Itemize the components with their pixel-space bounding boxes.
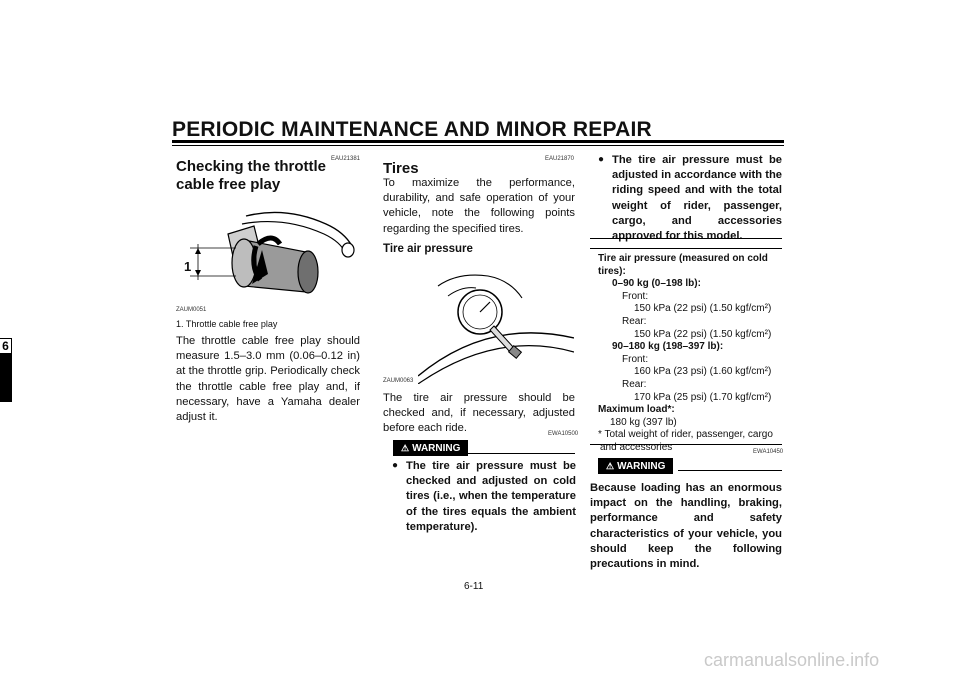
bullet-icon: ● xyxy=(598,154,605,165)
section-heading-throttle: Checking the throttle cable free play xyxy=(176,158,327,193)
header-rule xyxy=(172,140,784,143)
warning-triangle-icon: ⚠ xyxy=(401,443,410,453)
spec-title: Tire air pressure (measured on cold tires): xyxy=(598,253,768,277)
section-code: EAU21381 xyxy=(331,156,361,162)
page-number: 6-11 xyxy=(464,581,484,592)
warning-badge-right xyxy=(598,456,673,474)
spec-front-value-2: 160 kPa (23 psi) (1.60 kgf/cm²) xyxy=(634,366,772,378)
figure-callout-1: 1 xyxy=(184,259,192,274)
pressure-bullet-text: The tire air pressure must be adjusted in accordance with the riding speed and with the total weight of rider, passenger, cargo, and accessories approved for this model. xyxy=(612,154,782,243)
spec-max-load-label: Maximum load*: xyxy=(598,404,675,416)
warning-rule xyxy=(468,453,575,454)
section-code-tires: EAU21870 xyxy=(545,156,575,162)
throttle-body-text: The throttle cable free play should measure 1.5–3.0 mm (0.06–0.12 in) at the throttle grip. Periodically check the throttle cable free play and, if necessary, have a Yamaha dealer adjust it. xyxy=(176,335,360,424)
warning-code-right: EWA10450 xyxy=(753,449,784,455)
section-heading-tires: Tires xyxy=(383,160,419,177)
warning-bullet-text: The tire air pressure must be checked and adjusted on cold tires (i.e., when the temperature of the tires equals the ambient temperature). xyxy=(406,460,576,533)
figure-caption: 1. Throttle cable free play xyxy=(176,319,278,329)
figure-code-tires: ZAUM0063 xyxy=(383,378,414,384)
tires-intro-text: To maximize the performance, durability, and safe operation of your vehicle, note the following points regarding the specified tires. xyxy=(383,177,575,235)
tire-pressure-body-text: The tire air pressure should be checked and, if necessary, adjusted before each ride. xyxy=(383,392,575,435)
spec-range-2: 90–180 kg (198–397 lb): xyxy=(612,341,724,353)
loading-warning-text: Because loading has an enormous impact on the handling, braking, performance and safety characteristics of your vehicle, you should keep the following precautions in mind. xyxy=(590,482,782,571)
warning-label: WARNING xyxy=(412,443,461,454)
throttle-illustration xyxy=(176,196,358,314)
warning-triangle-icon: ⚠ xyxy=(606,461,615,471)
warning-bullet xyxy=(392,459,576,535)
tire-gauge-illustration xyxy=(418,268,574,384)
spec-footnote: * Total weight of rider, passenger, cargo and accessories xyxy=(598,429,773,453)
spec-front-label-2: Front: xyxy=(622,353,649,365)
watermark: carmanualsonline.info xyxy=(704,650,880,670)
warning-code: EWA10500 xyxy=(548,431,579,437)
pressure-bullet xyxy=(598,153,782,244)
spec-max-load-value: 180 kg (397 lb) xyxy=(610,416,677,428)
spec-range-1: 0–90 kg (0–198 lb): xyxy=(612,278,701,290)
subheading-tire-pressure: Tire air pressure xyxy=(383,243,473,255)
page-title: PERIODIC MAINTENANCE AND MINOR REPAIR xyxy=(172,118,652,141)
warning-badge xyxy=(393,438,468,456)
spec-rear-label-1: Rear: xyxy=(622,315,647,327)
spec-front-value-1: 150 kPa (22 psi) (1.50 kgf/cm²) xyxy=(634,303,772,315)
spec-rear-value-1: 150 kPa (22 psi) (1.50 kgf/cm²) xyxy=(634,328,772,340)
bullet-rule xyxy=(590,238,782,239)
warning-rule-right xyxy=(678,470,782,471)
spec-front-label-1: Front: xyxy=(622,290,649,302)
warning-label-right: WARNING xyxy=(617,461,666,472)
spec-rear-label-2: Rear: xyxy=(622,378,647,390)
bullet-icon: ● xyxy=(392,460,399,471)
chapter-number: 6 xyxy=(0,339,11,353)
header-rule-thin xyxy=(172,145,784,146)
figure-code: ZAUM0051 xyxy=(176,307,207,313)
spec-rear-value-2: 170 kPa (25 psi) (1.70 kgf/cm²) xyxy=(634,391,772,403)
